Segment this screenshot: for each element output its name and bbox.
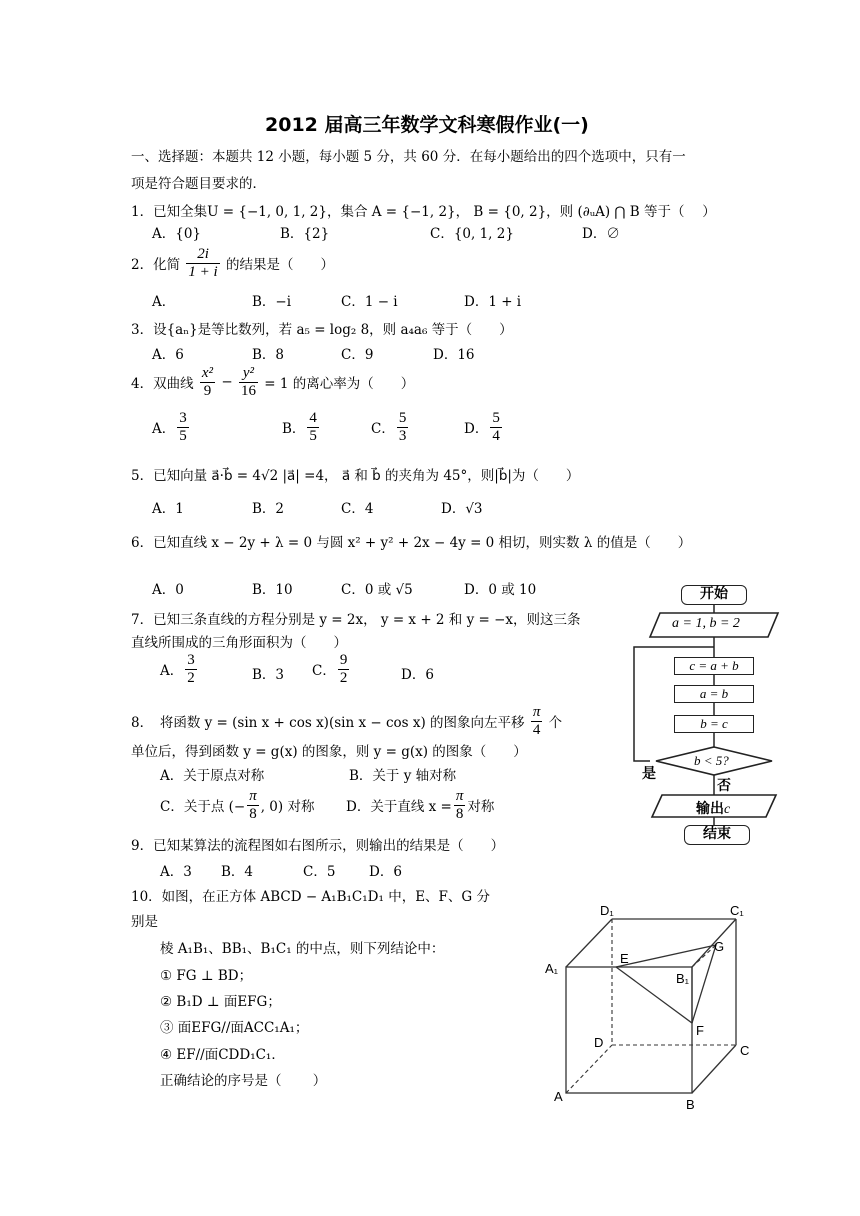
q9-option-a: A．3 [160,864,192,880]
q9-option-c: C．5 [303,864,336,880]
flowchart-step-b: b = c [674,715,754,733]
q8-line-1: 8． 将函数 y = (sin x + cos x)(sin x − cos x) 的图象向左平移 $\frac{\pi}{4}$ 个 [131,704,563,738]
q10-statement-4: ④ EF//面CDD₁C₁． [160,1047,285,1063]
q8-option-a: A．关于原点对称 [160,768,265,784]
q8-line-2: 单位后，得到函数 y = g(x) 的图象，则 y = g(x) 的图象（ ） [131,744,527,760]
cube-label-g: G [714,939,725,954]
flowchart-step-a: a = b [674,685,754,703]
q10-line-3: 棱 A₁B₁、BB₁、B₁C₁ 的中点，则下列结论中： [160,941,445,957]
flowchart [620,575,790,855]
q3-option-d: D．16 [433,347,475,363]
q2-option-c: C．1 − i [341,294,398,310]
q4-option-d: D． $\frac{5}{4}$ [464,410,500,444]
flowchart-start: 开始 [681,585,747,605]
q7-option-b: B．3 [252,667,285,683]
q2-prefix: 2．化简 [131,257,181,273]
q10-ask: 正确结论的序号是（ ） [160,1073,327,1089]
q2-stem [131,246,334,280]
flowchart-step-c: c = a + b [674,657,754,675]
q2-option-a: A． [152,294,176,310]
flowchart-output: 输出c [696,801,731,817]
cube-label-f: F [696,1023,704,1038]
q6-option-d: D．0 或 10 [464,582,537,598]
flowchart-yes-label: 是 [642,766,656,782]
q10-statement-1: ① FG ⊥ BD； [160,968,253,984]
q3-option-c: C．9 [341,347,374,363]
flowchart-end: 结束 [684,825,750,845]
flowchart-condition: b < 5? [694,753,729,768]
q4-option-a: A． $\frac{3}{5}$ [152,410,187,444]
q1-option-b: B．{2} [280,226,330,242]
cube-label-c1: C₁ [730,903,744,918]
cube-label-d: D [594,1035,604,1050]
cube-label-b1: B₁ [676,971,690,986]
cube-label-a1: A₁ [545,961,559,976]
q10-line-2: 别是 [131,914,158,930]
q4-option-c: C． $\frac{5}{3}$ [371,410,407,444]
cube-lines [540,895,760,1120]
q9-option-b: B．4 [221,864,254,880]
q8-option-c: C．关于点 (− $\frac{\pi}{8}$ , 0) 对称 [160,788,315,822]
q1-option-c: C．{0, 1, 2} [430,226,514,242]
q5-option-b: B．2 [252,501,285,517]
q10-statement-2: ② B₁D ⊥ 面EFG； [160,994,281,1010]
cube-label-a: A [554,1089,563,1104]
q6-option-b: B．10 [252,582,293,598]
q5-stem: 5．已知向量 a⃗·b⃗ = 4√2 |a⃗| =4， a⃗ 和 b⃗ 的夹角为 45°，则|b⃗|为（ ） [131,468,580,484]
cube-label-d1: D₁ [600,903,614,918]
flowchart-init: a = 1, b = 2 [672,616,740,631]
cube-label-b: B [686,1097,695,1112]
q6-stem: 6．已知直线 x − 2y + λ = 0 与圆 x² + y² + 2x − 4y = 0 相切，则实数 λ 的值是（ ） [131,535,692,551]
q7-option-d: D．6 [401,667,434,683]
q6-option-c: C．0 或 √5 [341,582,413,598]
page-title: 2012 届高三年数学文科寒假作业(一) [265,114,589,136]
cube-figure [540,895,760,1120]
q1-stem: 1．已知全集U = {−1, 0, 1, 2}，集合 A = {−1, 2}， B = {0, 2}，则 (∂ᵤA) ⋂ B 等于（ ） [131,204,716,220]
q7-option-c: C． $\frac{9}{2}$ [312,652,348,686]
q2-option-d: D．1 + i [464,294,522,310]
intro-line-1: 一、选择题：本题共 12 小题，每小题 5 分，共 60 分．在每小题给出的四个选项中，只有一 [131,149,686,165]
q9-stem: 9．已知某算法的流程图如右图所示，则输出的结果是（ ） [131,838,505,854]
q9-option-d: D．6 [369,864,402,880]
q5-option-a: A．1 [152,501,184,517]
q4-frac-y: $\frac{\text{y²}}{16}$ [240,365,256,399]
q8-option-b: B．关于 y 轴对称 [349,768,457,784]
cube-label-e: E [620,951,629,966]
q10-line-1: 10．如图，在正方体 ABCD − A₁B₁C₁D₁ 中，E、F、G 分 [131,889,490,905]
cube-label-c: C [740,1043,750,1058]
intro-line-2: 项是符合题目要求的． [131,176,266,192]
q7-option-a: A． $\frac{3}{2}$ [160,652,195,686]
q4-stem: 4．双曲线 $\frac{\text{x²}}{9}$ − $\frac{\text{y²}}{16}$ = 1 的离心率为（ ） [131,365,415,399]
q2-fraction: $\frac{2i}{1 + i}$ [188,246,218,280]
q1-option-d: D．∅ [582,226,620,242]
q2-option-b: B．−i [252,294,292,310]
q3-stem: 3．设{aₙ}是等比数列，若 a₅ = log₂ 8，则 a₄a₆ 等于（ ） [131,322,513,338]
q10-statement-3: ③ 面EFG//面ACC₁A₁； [160,1020,309,1036]
q6-option-a: A．0 [152,582,184,598]
q1-option-a: A．{0} [152,226,202,242]
q4-frac-x: $\frac{\text{x²}}{9}$ [201,365,214,399]
q2-suffix: 的结果是（ ） [225,257,334,273]
q4-option-b: B． $\frac{4}{5}$ [282,410,317,444]
q3-option-a: A．6 [152,347,184,363]
q5-option-c: C．4 [341,501,374,517]
q3-option-b: B．8 [252,347,285,363]
flowchart-no-label: 否 [717,778,731,794]
q7-line-1: 7．已知三条直线的方程分别是 y = 2x， y = x + 2 和 y = −x，则这三条 [131,612,581,628]
q7-line-2: 直线所围成的三角形面积为（ ） [131,635,347,651]
q5-option-d: D．√3 [441,501,483,517]
q8-option-d: D．关于直线 x = $\frac{\pi}{8}$ 对称 [346,788,495,822]
